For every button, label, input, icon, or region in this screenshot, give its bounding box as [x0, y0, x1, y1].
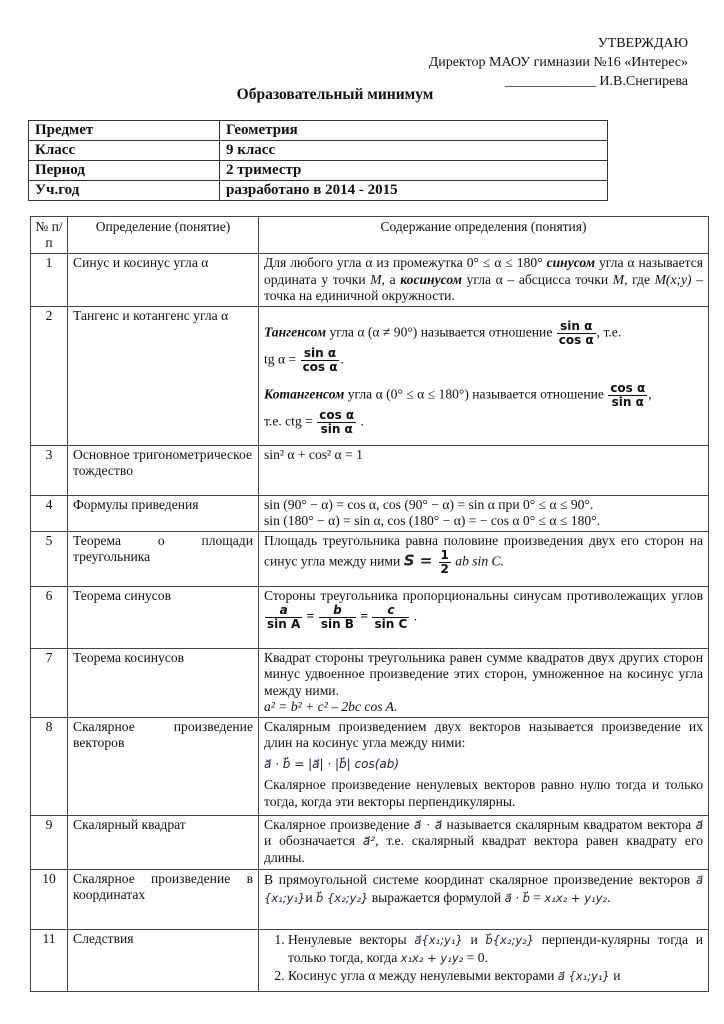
meta-label: Класс [29, 141, 220, 161]
row-term: Скалярное произведение в координатах [68, 869, 259, 929]
text-segment: a² = b² + c² – 2bc cos A. [264, 699, 398, 714]
row-term: Синус и косинус угла α [68, 254, 259, 307]
text-segment: S = [403, 551, 438, 570]
list-item [288, 931, 703, 967]
text-segment: a⃗ · b⃗ [504, 890, 530, 905]
row-number: 6 [31, 586, 68, 648]
fraction [608, 382, 647, 409]
text-segment: косинусом [400, 271, 462, 287]
text-segment: a⃗ {x₁;y₁} [557, 968, 610, 983]
col-number: № п/п [31, 217, 68, 254]
definitions-table [30, 216, 709, 992]
text-segment: sin A [267, 617, 301, 631]
text-segment: sin α [320, 421, 353, 436]
text-segment: , [648, 386, 652, 402]
row-term: Теорема синусов [68, 586, 259, 648]
text-segment: sin B [320, 617, 354, 631]
text-segment: Скалярное произведение [264, 816, 414, 832]
row-number: 10 [31, 869, 68, 929]
text-segment: . [357, 413, 364, 429]
text-segment: Косинус угла α между ненулевыми векторами [288, 967, 558, 983]
table-row [31, 495, 709, 531]
text-segment: a [265, 604, 302, 618]
row-number: 11 [31, 929, 68, 991]
text-segment: x₁x₂ + y₁y₂ [544, 890, 608, 905]
row-content [259, 929, 709, 991]
row-content [259, 254, 709, 307]
text-segment: . [607, 889, 611, 905]
row-term: Скалярный квадрат [68, 815, 259, 869]
signature-line: _____________ И.В.Снегирева [504, 74, 688, 89]
text-segment: В прямоугольной системе координат скалярное произведение векторов [264, 871, 696, 887]
director-line: Директор МАОУ гимназии №16 «Интерес» [428, 55, 688, 70]
text-segment: выражается формулой [368, 889, 505, 905]
text-segment: Ненулевые векторы [288, 931, 415, 947]
text-segment: a⃗² [362, 834, 376, 848]
table-row [31, 815, 709, 869]
meta-label: Период [29, 161, 220, 181]
row-content [259, 586, 709, 648]
text-segment: sin α [611, 394, 644, 409]
text-segment: cos α [610, 380, 646, 395]
row-term: Скалярное произведение векторов [68, 717, 259, 815]
meta-value: 2 триместр [220, 161, 608, 181]
text-segment: перпенди-кулярны тогда и только тогда, когда [288, 931, 704, 965]
text-segment: называется скалярным квадратом вектора [442, 816, 696, 832]
row-term: Следствия [68, 929, 259, 991]
approval-label: УТВЕРЖДАЮ [597, 36, 688, 51]
table-row [31, 254, 709, 307]
fraction [317, 409, 356, 436]
text-segment: 2 [440, 562, 449, 576]
table-row [31, 306, 709, 445]
table-row [31, 648, 709, 717]
text-segment: = 0. [463, 949, 488, 965]
row-term: Формулы приведения [68, 495, 259, 531]
text-segment: a⃗ {x₁;y₁} [264, 872, 703, 905]
row-content [259, 815, 709, 869]
text-segment: b⃗ {x₂;y₂} [316, 890, 369, 905]
row-number: 1 [31, 254, 68, 307]
text-segment: sin α [557, 320, 596, 334]
text-segment: угла α называется ордината у точки [264, 255, 703, 287]
text-segment: M(x;y) [654, 271, 692, 287]
text-segment: угла α (α ≠ 90°) называется отношение [326, 324, 556, 340]
text-segment: – точка на единичной окружности. [264, 271, 703, 303]
text-segment: Котангенсом [264, 386, 345, 402]
text-segment: = [529, 889, 545, 905]
text-segment: Тангенсом [264, 324, 327, 340]
text-segment: и [609, 967, 621, 983]
table-row [31, 869, 709, 929]
text-segment: cos α [558, 332, 594, 347]
text-segment: . [410, 608, 418, 624]
table-header-row [31, 217, 709, 254]
text-segment: c [372, 604, 409, 618]
text-segment: и [305, 889, 317, 905]
row-number: 5 [31, 531, 68, 586]
meta-table [28, 120, 608, 201]
row-content [259, 495, 709, 531]
text-segment: M [370, 271, 382, 287]
row-term: Теорема о площади треугольника [68, 531, 259, 586]
row-content [259, 717, 709, 815]
row-number: 8 [31, 717, 68, 815]
row-content [259, 869, 709, 929]
col-definition: Определение (понятие) [68, 217, 259, 254]
text-segment: x₁x₂ + y₁y₂ [400, 950, 464, 965]
row-number: 3 [31, 445, 68, 495]
text-segment: = [356, 608, 372, 624]
text-segment: M [612, 271, 625, 287]
text-segment: синусом [546, 255, 596, 270]
text-segment: т.е. ctg = [264, 413, 317, 429]
text-segment: , где [624, 271, 655, 287]
text-segment: , т.е. [596, 324, 622, 340]
meta-value: Геометрия [220, 121, 608, 141]
text-segment: a⃗ · a⃗ [413, 817, 443, 832]
text-segment: Для любого угла α из промежутка 0° ≤ α ≤ 180° [264, 255, 547, 270]
table-row [31, 445, 709, 495]
text-segment: cos α [302, 359, 338, 374]
text-segment: a⃗{x₁;y₁} [414, 932, 463, 947]
meta-row [29, 161, 608, 181]
row-content: sin² α + cos² α = 1 [259, 445, 709, 495]
table-row [31, 717, 709, 815]
fraction [372, 604, 409, 631]
text-segment: tg α = [264, 351, 300, 367]
meta-row [29, 141, 608, 161]
fraction [301, 347, 340, 374]
text-segment: b [319, 604, 356, 618]
table-row [31, 586, 709, 648]
row-term: Тангенс и котангенс угла α [68, 306, 259, 445]
row-number: 9 [31, 815, 68, 869]
text-segment: угла α – абсцисса точки [461, 271, 613, 287]
fraction [439, 549, 451, 576]
text-segment: и обозначается [264, 833, 363, 848]
text-segment: Квадрат стороны треугольника равен сумме квадратов двух других сторон минус удвоенное произведение этих сторон, умноженное на косинус угла между ними. [264, 649, 703, 698]
fraction [557, 320, 596, 347]
row-number: 4 [31, 495, 68, 531]
meta-row [29, 121, 608, 141]
text-segment: sin α [301, 347, 340, 361]
meta-row [29, 181, 608, 201]
row-content [259, 648, 709, 717]
text-segment: sin (180° − α) = sin α, cos (180° − α) = − cos α 0° ≤ α ≤ 180°. [264, 513, 601, 528]
table-row [31, 929, 709, 991]
meta-value: разработано в 2014 - 2015 [220, 181, 608, 201]
text-segment: a⃗ · b⃗ = |a⃗| · |b⃗| cos(ab) [264, 756, 400, 771]
row-number: 7 [31, 648, 68, 717]
text-segment: a⃗ [695, 817, 703, 832]
text-segment: Стороны треугольника пропорциональны синусам противолежащих углов [264, 587, 703, 603]
row-content [259, 531, 709, 586]
fraction [265, 604, 302, 631]
text-segment: Скалярное произведение ненулевых векторов равно нулю тогда и только тогда, когда эти векторы перпендикулярны. [264, 777, 703, 809]
text-segment: sin (90° − α) = cos α, cos (90° − α) = sin α при 0° ≤ α ≤ 90°. [264, 496, 594, 512]
text-segment: и [462, 931, 486, 947]
meta-value: 9 класс [220, 141, 608, 161]
meta-label: Предмет [29, 121, 220, 141]
text-segment: b⃗{x₂;y₂} [485, 932, 535, 947]
col-content: Содержание определения (понятия) [259, 217, 709, 254]
fraction [319, 604, 356, 631]
text-segment: Площадь треугольника равна половине произведения двух его сторон на синус угла между ними [264, 532, 703, 569]
row-content [259, 306, 709, 445]
meta-label: Уч.год [29, 181, 220, 201]
text-segment: . [340, 351, 344, 367]
text-segment: угла α (0° ≤ α ≤ 180°) называется отношение [344, 386, 608, 402]
row-term: Основное тригонометрическое тождество [68, 445, 259, 495]
row-number: 2 [31, 306, 68, 445]
text-segment: = [303, 608, 318, 624]
text-segment: , т.е. скалярный квадрат вектора равен квадрату его длины. [264, 833, 704, 865]
page-title: Образовательный минимум [236, 86, 434, 103]
text-segment: 1 [440, 548, 449, 562]
table-row [31, 531, 709, 586]
text-segment: cos α [319, 407, 355, 422]
list-item [288, 967, 703, 985]
text-segment: Скалярным произведением двух векторов называется произведение их длин на косинус угла между ними: [264, 718, 703, 750]
text-segment: ab sin C. [451, 553, 504, 569]
row-term: Теорема косинусов [68, 648, 259, 717]
text-segment: sin C [374, 617, 408, 631]
text-segment: , а [381, 271, 401, 287]
